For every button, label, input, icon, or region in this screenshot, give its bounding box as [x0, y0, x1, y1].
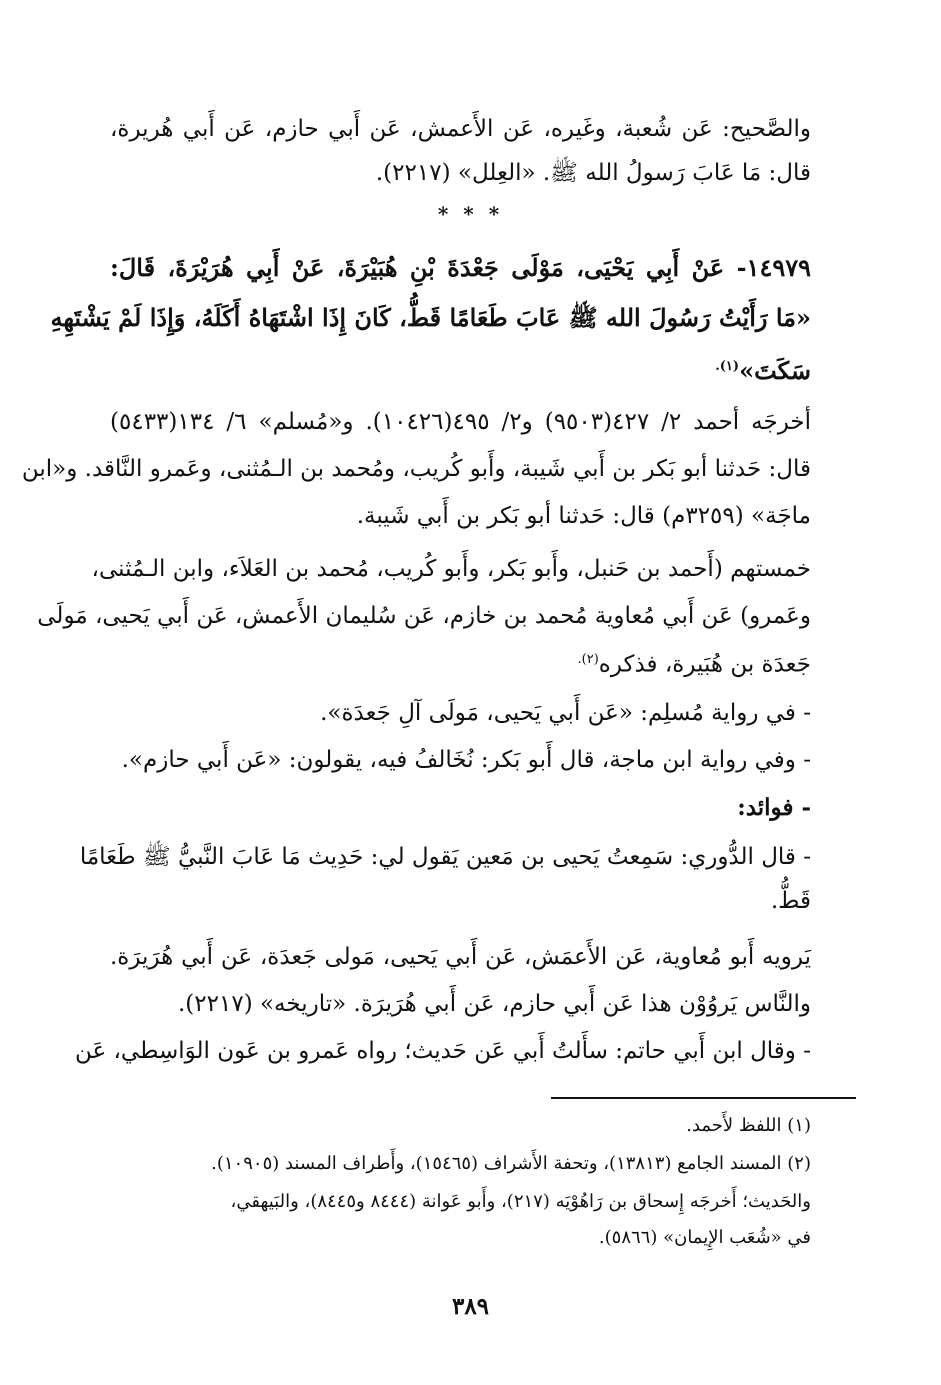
hadith-text: «مَا رَأَيْتُ رَسُولَ الله ﷺ عَابَ طَعَامًا قَطُّ، كَانَ إِذَا اشْتَهَاهُ أَكَلَهُ، وَإِذَا لَمْ يَشْتَهِهِ	[50, 303, 811, 332]
note-ibn-majah: - وفي رواية ابن ماجة، قال أَبو بَكر: نُخَالفُ فيه، يقولون: «عَن أَبي حازم».	[121, 747, 811, 773]
footnote-2-cont: في «شُعَب الإِيمان» (٥٨٦٦).	[598, 1227, 811, 1248]
fawaid-line: - قال الدُّوري: سَمِعتُ يَحيى بن مَعين يَقول لي: حَدِيث مَا عَابَ النَّبيُّ ﷺ طَعَامًا	[79, 844, 811, 870]
footnote-marker: (١).	[715, 359, 740, 374]
footnote-marker: (٢).	[577, 652, 599, 667]
fawaid-line: يَرويه أَبو مُعاوية، عَن الأَعمَش، عَن أَبي يَحيى، مَولى جَعدَة، عَن أَبي هُرَيرَة.	[110, 944, 811, 970]
fawaid-line: - وقال ابن أَبي حاتم: سأَلتُ أَبي عَن حَديث؛ رواه عَمرو بن عَون الوَاسِطي، عَن	[74, 1038, 811, 1064]
chain-text-tail: جَعدَة بن هُبَيرة، فذكره	[598, 651, 811, 678]
text-line: قال: مَا عَابَ رَسولُ الله ﷺ. «العِلل» (٢٢١٧).	[375, 160, 811, 186]
fawaid-heading: - فوائد:	[737, 794, 811, 821]
hadith-text-end	[110, 350, 811, 388]
hadith-text-tail: سَكَتَ»	[739, 356, 811, 385]
fawaid-line: والنَّاس يَروُوْن هذا عَن أَبي حازم، عَن أَبي هُرَيرَة. «تاريخه» (٢٢١٧).	[177, 991, 811, 1017]
takhrij-line: أخرجَه أحمد ٢/ ٤٢٧(٩٥٠٣) و٢/ ٤٩٥(١٠٤٢٦). و«مُسلم» ٦/ ١٣٤(٥٤٣٣)	[110, 409, 811, 435]
section-separator: * * *	[437, 202, 504, 226]
footnote-2: (٢) المسند الجامع (١٣٨١٣)، وتحفة الأَشراف (١٥٤٦٥)، وأَطراف المسند (١٠٩٠٥).	[211, 1153, 811, 1174]
takhrij-line: قال: حَدثنا أبو بَكر بن أَبي شَيبة، وأَبو كُريب، ومُحمد بن الـمُثنى، وعَمرو النَّاقد. و«ابن	[21, 456, 811, 482]
fawaid-line: قَطُّ.	[770, 888, 811, 914]
takhrij-line: ماجَة» (٣٢٥٩م) قال: حَدثنا أبو بَكر بن أَبي شَيبة.	[356, 503, 811, 529]
hadith-heading: ١٤٩٧٩- عَنْ أَبِي يَحْيَى، مَوْلَى جَعْدَةَ بْنِ هُبَيْرَةَ، عَنْ أَبِي هُرَيْرَةَ، قَالَ:	[110, 253, 811, 282]
footnote-divider	[551, 1097, 856, 1099]
chain-line: خمستهم (أَحمد بن حَنبل، وأَبو بَكر، وأَبو كُريب، مُحمد بن العَلاَء، وابن الـمُثنى،	[91, 556, 811, 582]
note-muslim: - في رواية مُسلِم: «عَن أَبي يَحيى، مَولَى آلِ جَعدَة».	[320, 700, 811, 726]
chain-line-end	[110, 643, 811, 682]
footnote-1: (١) اللفظ لأَحمد.	[686, 1115, 811, 1136]
footnote-2-cont: والحَديث؛ أَخرجَه إِسحاق بن رَاهُوْيَه (٢١٧)، وأَبو عَوانة (٨٤٤٤ و٨٤٤٥)، والبَيهقي،	[230, 1191, 811, 1212]
page-number: ٣٨٩	[451, 1293, 490, 1320]
text-line: والصَّحيح: عَن شُعبة، وغَيره، عَن الأَعمش، عَن أَبي حازم، عَن أَبي هُريرة،	[110, 116, 811, 142]
chain-line: وعَمرو) عَن أَبي مُعاوية مُحمد بن خازم، عَن سُليمان الأَعمش، عَن أَبي يَحيى، مَولَى	[37, 603, 811, 629]
